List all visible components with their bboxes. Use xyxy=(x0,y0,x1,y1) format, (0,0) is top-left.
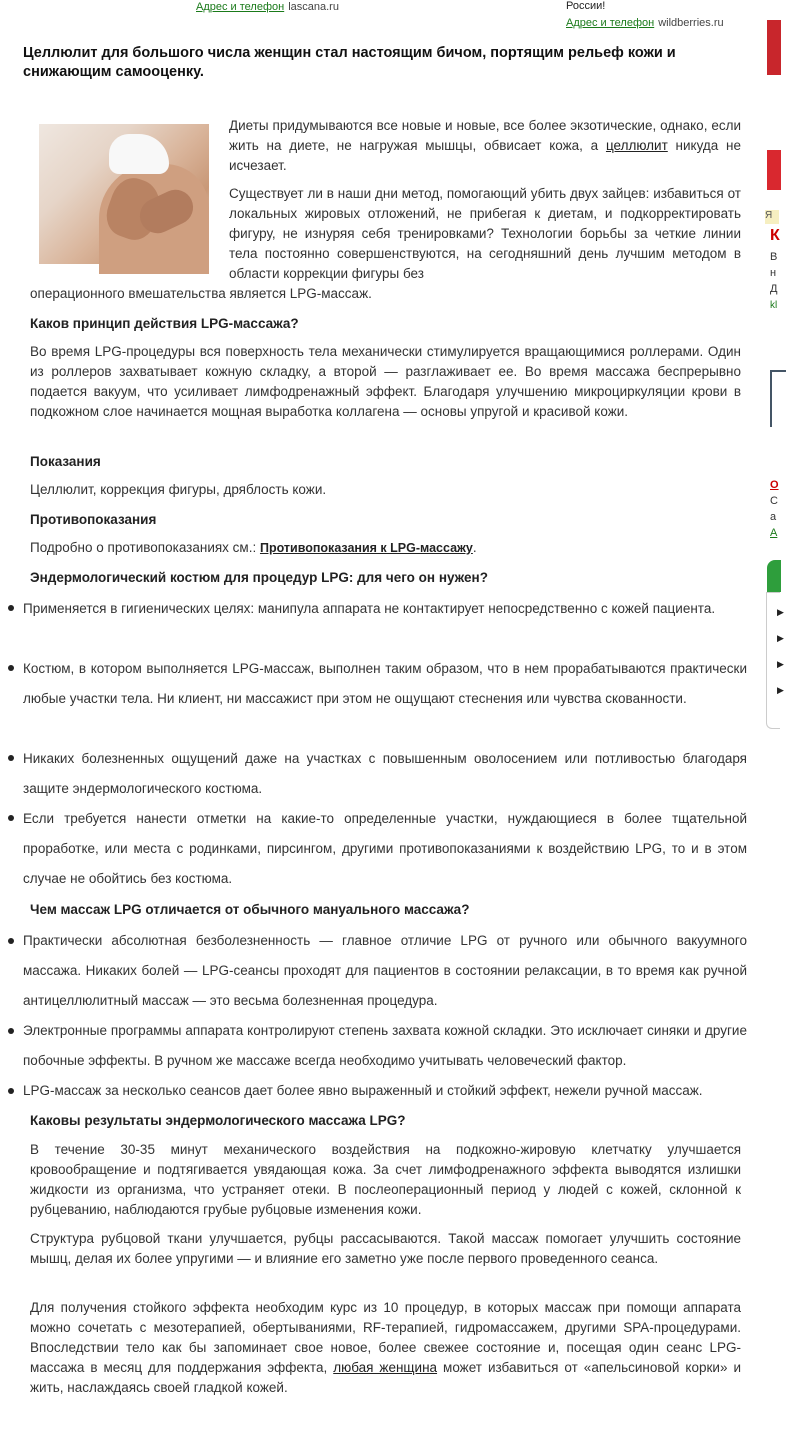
article-headline: Целлюлит для большого числа женщин стал настоящим бичом, портящим рельеф кожи и снижающим самооценку. xyxy=(23,45,676,80)
bullet-icon xyxy=(8,665,14,671)
bullet-icon xyxy=(8,1028,14,1034)
bullet-icon xyxy=(8,815,14,821)
intro-paragraph-2: Существует ли в наши дни метод, помогающий убить двух зайцев: избавиться от локальных жировых отложений, не прибегая к диетам, и подкорректировать фигуру, не изнуряя себя тренировками? Технологии борьбы за четкие линии тела постоянно совершенствуются, на сегодняшний день лучшим методом в области коррекции фигуры без xyxy=(229,186,741,281)
sidebar-letter: н xyxy=(770,267,777,279)
bullet-icon xyxy=(8,755,14,761)
list-item: Костюм, в котором выполняется LPG-массаж, выполнен таким образом, что в нем прорабатываются практически любые участки тела. Ни клиент, ни массажист при этом не ощущают стеснения или чувства скованности. xyxy=(23,661,747,706)
sidebar-yellow-tag xyxy=(765,210,779,224)
arrow-right-icon[interactable]: ▶ xyxy=(777,607,784,617)
bullet-icon xyxy=(8,938,14,944)
contraindications-link[interactable]: Противопоказания к LPG-массажу xyxy=(259,541,473,555)
sidebar-banner-red[interactable] xyxy=(767,20,781,75)
intro-text: никуда не исчезает. xyxy=(229,138,741,173)
results-paragraph-3 xyxy=(30,1298,741,1398)
sidebar-letter: С xyxy=(770,495,778,507)
house-icon xyxy=(770,370,786,427)
results-text: может избавиться от «апельсиновой корки» и жить, наслаждаясь своей гладкой кожей. xyxy=(30,1360,741,1395)
section-heading-principle: Каков принцип действия LPG-массажа? xyxy=(30,316,299,331)
sidebar-letter: Я xyxy=(765,210,773,221)
sidebar-letter[interactable]: О xyxy=(770,479,779,491)
any-woman-link[interactable]: любая женщина xyxy=(333,1360,438,1375)
results-text: Для получения стойкого эффекта необходим курс из 10 процедур, в которых массаж при помощи аппарата можно сочетать с мезотерапией, обертываниями, RF-терапией, гидромассажем, другими SPA-процедурами. Впоследствии тело как бы запоминает свое новое, более свежее состояние и, посещая один сеанс LPG-массажа в месяц для поддержания эффекта, xyxy=(30,1300,741,1375)
results-paragraph-1: В течение 30-35 минут механического воздействия на подкожно-жировую клетчатку улучшается кровообращение и подтягивается увядающая кожа. За счет лимфодренажного эффекта выводятся излишки жидкости из организма, что устраняет отеки. В послеоперационный период у людей с кожей, склонной к рубцеванию, наблюдаются грубые рубцовые изменения кожи. xyxy=(30,1142,741,1217)
section-text-principle: Во время LPG-процедуры вся поверхность тела механически стимулируется вращающимися роллерами. Один из роллеров захватывает кожную складку, а второй — разглаживает ее. Во время массажа беспрерывно подается вакуум, что усиливает лимфодренажный эффект. Благодаря улучшению микроциркуляции крови в подкожном слое начинается мощная выработка коллагена — основы упругой и красивой кожи. xyxy=(30,344,741,419)
section-heading-contraindications: Противопоказания xyxy=(30,512,157,527)
bullet-icon xyxy=(8,1088,14,1094)
list-item: Никаких болезненных ощущений даже на участках с повышенным оволосением или потливостью благодаря защите эндермологического костюма. xyxy=(23,751,747,796)
bullet-icon xyxy=(8,605,14,611)
ad-right-text: России! xyxy=(566,0,606,12)
section-text-indications: Целлюлит, коррекция фигуры, дряблость кожи. xyxy=(30,482,327,497)
sidebar-letter[interactable]: kl xyxy=(770,300,778,311)
results-paragraph-2: Структура рубцовой ткани улучшается, рубцы рассасываются. Такой массаж помогает улучшить состояние мышц, делая их более упругими — и влияние его заметно уже после первого проведенного сеанса. xyxy=(30,1231,741,1266)
sidebar-letter: К xyxy=(770,227,780,244)
contra-end: . xyxy=(472,540,477,555)
list-item: LPG-массаж за несколько сеансов дает более явно выраженный и стойкий эффект, нежели ручной массаж. xyxy=(23,1083,703,1098)
ad-left xyxy=(196,1,339,13)
article-photo xyxy=(39,124,209,264)
ad-right-domain[interactable]: wildberries.ru xyxy=(658,17,724,29)
list-item: Применяется в гигиенических целях: манипула аппарата не контактирует непосредственно с кожей пациента. xyxy=(23,601,716,616)
sidebar-banner-red-2[interactable] xyxy=(767,150,781,190)
sidebar-green-tab[interactable] xyxy=(767,560,781,592)
section-heading-difference: Чем массаж LPG отличается от обычного мануального массажа? xyxy=(30,902,470,917)
list-item: Электронные программы аппарата контролируют степень захвата кожной складки. Это исключает синяки и другие побочные эффекты. В ручном же массаже всегда необходимо учитывать человеческий фактор. xyxy=(23,1023,747,1068)
sidebar-letter: Д xyxy=(770,283,778,295)
arrow-right-icon[interactable]: ▶ xyxy=(777,659,784,669)
ad-right-address-link[interactable]: Адрес и телефон xyxy=(566,17,655,29)
arrow-right-icon[interactable]: ▶ xyxy=(777,633,784,643)
contra-text: Подробно о противопоказаниях см.: xyxy=(30,540,260,555)
list-item: Практически абсолютная безболезненность — главное отличие LPG от ручного или обычного вакуумного массажа. Никаких болей — LPG-сеансы проходят для пациентов в состоянии релаксации, в то время как ручной антицеллюлитный массаж — это весьма болезненная процедура. xyxy=(23,933,747,1008)
ad-left-address-link[interactable]: Адрес и телефон xyxy=(196,1,285,13)
section-text-contraindications xyxy=(30,538,741,558)
ad-right xyxy=(566,0,724,32)
sidebar-letter: а xyxy=(770,511,777,523)
cellulite-link[interactable]: целлюлит xyxy=(605,138,668,153)
intro-paragraph-2-end: операционного вмешательства является LPG-массаж. xyxy=(30,286,372,301)
right-sidebar-ads xyxy=(765,0,784,760)
intro-text: Диеты придумываются все новые и новые, все более экзотические, однако, если жить на диете, не нагружая мышцы, обвисает кожа, а xyxy=(229,118,741,153)
sidebar-letter: В xyxy=(770,251,778,263)
section-heading-results: Каковы результаты эндермологического массажа LPG? xyxy=(30,1113,406,1128)
arrow-right-icon[interactable]: ▶ xyxy=(777,685,784,695)
sidebar-letter[interactable]: А xyxy=(770,527,778,539)
section-heading-suit: Эндермологический костюм для процедур LPG: для чего он нужен? xyxy=(30,570,488,585)
ad-left-domain[interactable]: lascana.ru xyxy=(288,1,339,13)
list-item: Если требуется нанести отметки на какие-то определенные участки, нуждающиеся в более тщательной проработке, или места с родинками, пирсингом, другими противопоказаниями к воздействию LPG, то и в этом случае не обойтись без костюма. xyxy=(23,811,747,886)
sidebar-menu-box xyxy=(766,592,784,729)
intro-paragraph-1 xyxy=(229,116,741,176)
section-heading-indications: Показания xyxy=(30,454,101,469)
